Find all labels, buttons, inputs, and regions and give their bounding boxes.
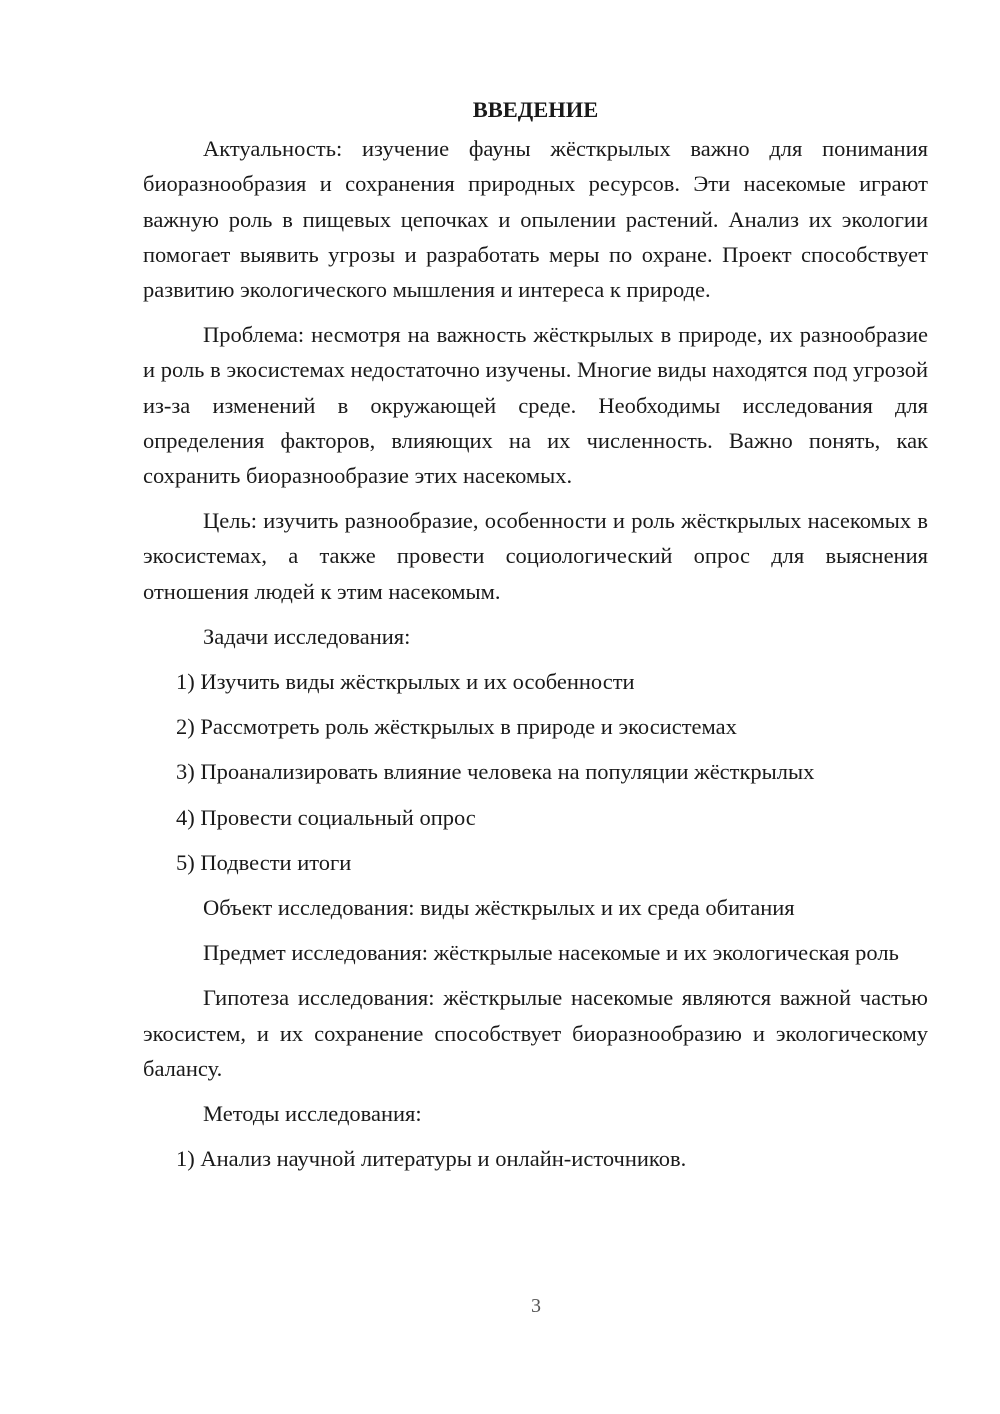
- list-item: 3) Проанализировать влияние человека на популяции жёсткрылых: [176, 759, 815, 785]
- list-item: 1) Анализ научной литературы и онлайн-источников.: [176, 1146, 687, 1172]
- goal-paragraph: Цель: изучить разнообразие, особенности и роль жёсткрылых насекомых в экосистемах, а также провести социологический опрос для выяснения отношения людей к этим насекомым.: [143, 508, 928, 604]
- list-item: 1) Изучить виды жёсткрылых и их особенности: [176, 669, 635, 695]
- tasks-list: [143, 664, 928, 880]
- section-title: ВВЕДЕНИЕ: [472, 97, 599, 122]
- hypothesis-paragraph: Гипотеза исследования: жёсткрылые насекомые являются важной частью экосистем, и их сохранение способствует биоразнообразию и экологическому балансу.: [143, 985, 928, 1081]
- object-paragraph: Объект исследования: виды жёсткрылых и их среда обитания: [203, 895, 795, 921]
- list-item: 4) Провести социальный опрос: [176, 804, 476, 830]
- list-item: 5) Подвести итоги: [176, 849, 352, 875]
- tasks-heading: Задачи исследования:: [203, 623, 411, 649]
- problem-paragraph: Проблема: несмотря на важность жёсткрылых в природе, их разнообразие и роль в экосистемах недостаточно изучены. Многие виды находятся под угрозой из-за изменений в окружающей среде. Необходимы исследования для определения факторов, влияющих на их численность. Важно понять, как сохранить биоразнообразие этих насекомых.: [143, 322, 928, 489]
- methods-heading: Методы исследования:: [203, 1101, 422, 1127]
- methods-list: [143, 1141, 928, 1176]
- subject-paragraph: Предмет исследования: жёсткрылые насекомые и их экологическая роль: [203, 940, 899, 966]
- page-number: 3: [531, 1295, 541, 1317]
- document-page: [143, 92, 928, 1186]
- list-item: 2) Рассмотреть роль жёсткрылых в природе и экосистемах: [176, 714, 737, 740]
- relevance-paragraph: Актуальность: изучение фауны жёсткрылых важно для понимания биоразнообразия и сохранения природных ресурсов. Эти насекомые играют важную роль в пищевых цепочках и опылении растений. Анализ их экологии помогает выявить угрозы и разработать меры по охране. Проект способствует развитию экологического мышления и интереса к природе.: [143, 136, 928, 303]
